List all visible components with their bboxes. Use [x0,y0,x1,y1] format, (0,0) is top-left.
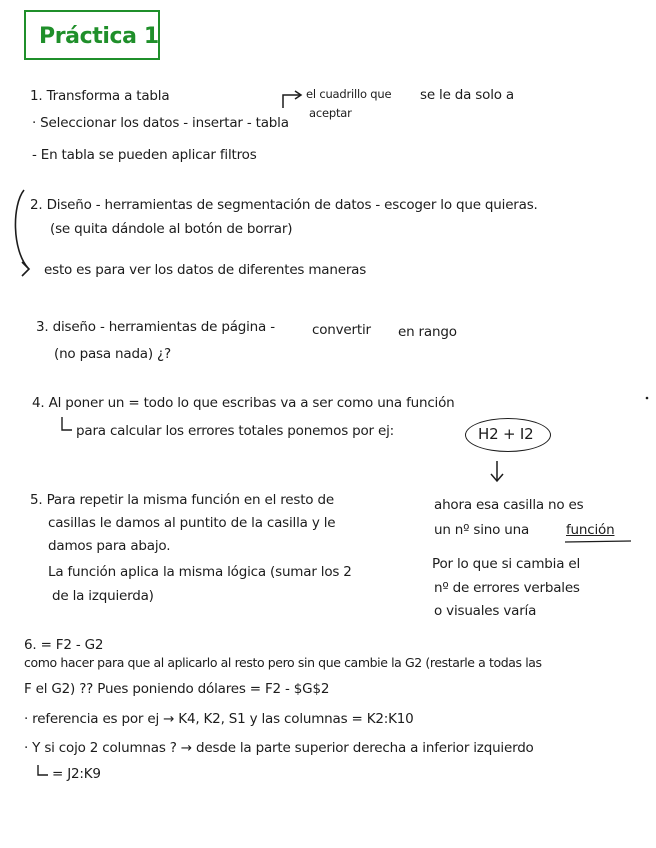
item6-line5: · Y si cojo 2 columnas ? → desde la parte superior derecha a inferior izquierdo [24,740,534,756]
item3-line2: (no pasa nada) ¿? [54,346,171,362]
stray-dot [646,397,649,400]
item5-right4: nº de errores verbales [434,580,580,596]
item2-line1: 2. Diseño - herramientas de segmentación de datos - escoger lo que quieras. [30,197,538,213]
item1-line3: - En tabla se pueden aplicar filtros [32,147,257,163]
item2-line2: (se quita dándole al botón de borrar) [50,221,293,237]
item5-line1: 5. Para repetir la misma función en el resto de [30,492,334,508]
hook-arrow-icon [62,417,72,430]
item6-line6: = J2:K9 [52,766,101,782]
item1-note-c: aceptar [309,106,352,120]
item5-right5: o visuales varía [434,603,537,619]
item4-line1: 4. Al poner un = todo lo que escribas va a ser como una función [32,395,455,411]
hook-arrow-icon-2 [38,765,48,775]
item5-right2a: un nº sino una [434,522,530,538]
item2-line3: esto es para ver los datos de diferentes maneras [44,262,367,278]
item1-line2: · Seleccionar los datos - insertar - tabla [32,115,289,131]
item3-line1c: en rango [398,324,457,340]
item4-formula: H2 + I2 [478,425,534,443]
item1-line1: 1. Transforma a tabla [30,88,170,104]
item5-line2: casillas le damos al puntito de la casilla y le [48,515,336,531]
item1-note-a: el cuadrillo que [306,87,392,101]
item6-line3: F el G2) ?? Pues poniendo dólares = F2 - $G$2 [24,681,330,697]
funcion-underline [565,541,631,542]
item4-line2: para calcular los errores totales ponemos por ej: [76,423,394,439]
item5-right2b: función [566,522,615,538]
item1-note-b: se le da solo a [420,87,514,103]
item6-line1: 6. = F2 - G2 [24,637,104,653]
item5-right3: Por lo que si cambia el [432,556,581,572]
item3-line1b: convertir [312,322,371,338]
item3-line1a: 3. diseño - herramientas de página - [36,319,275,335]
item5-line3: damos para abajo. [48,538,171,554]
item6-line4: · referencia es por ej → K4, K2, S1 y las columnas = K2:K10 [24,711,414,727]
title-box [24,10,160,60]
item5-right1: ahora esa casilla no es [434,497,584,513]
item5-line5: de la izquierda) [52,588,154,604]
page-title: Práctica 1 [39,24,159,49]
item6-line2: como hacer para que al aplicarlo al resto pero sin que cambie la G2 (restarle a todas las [24,655,542,670]
arrow-right-icon [283,95,300,108]
bracket-left-icon [15,190,28,268]
item5-line4: La función aplica la misma lógica (sumar los 2 [48,564,352,580]
